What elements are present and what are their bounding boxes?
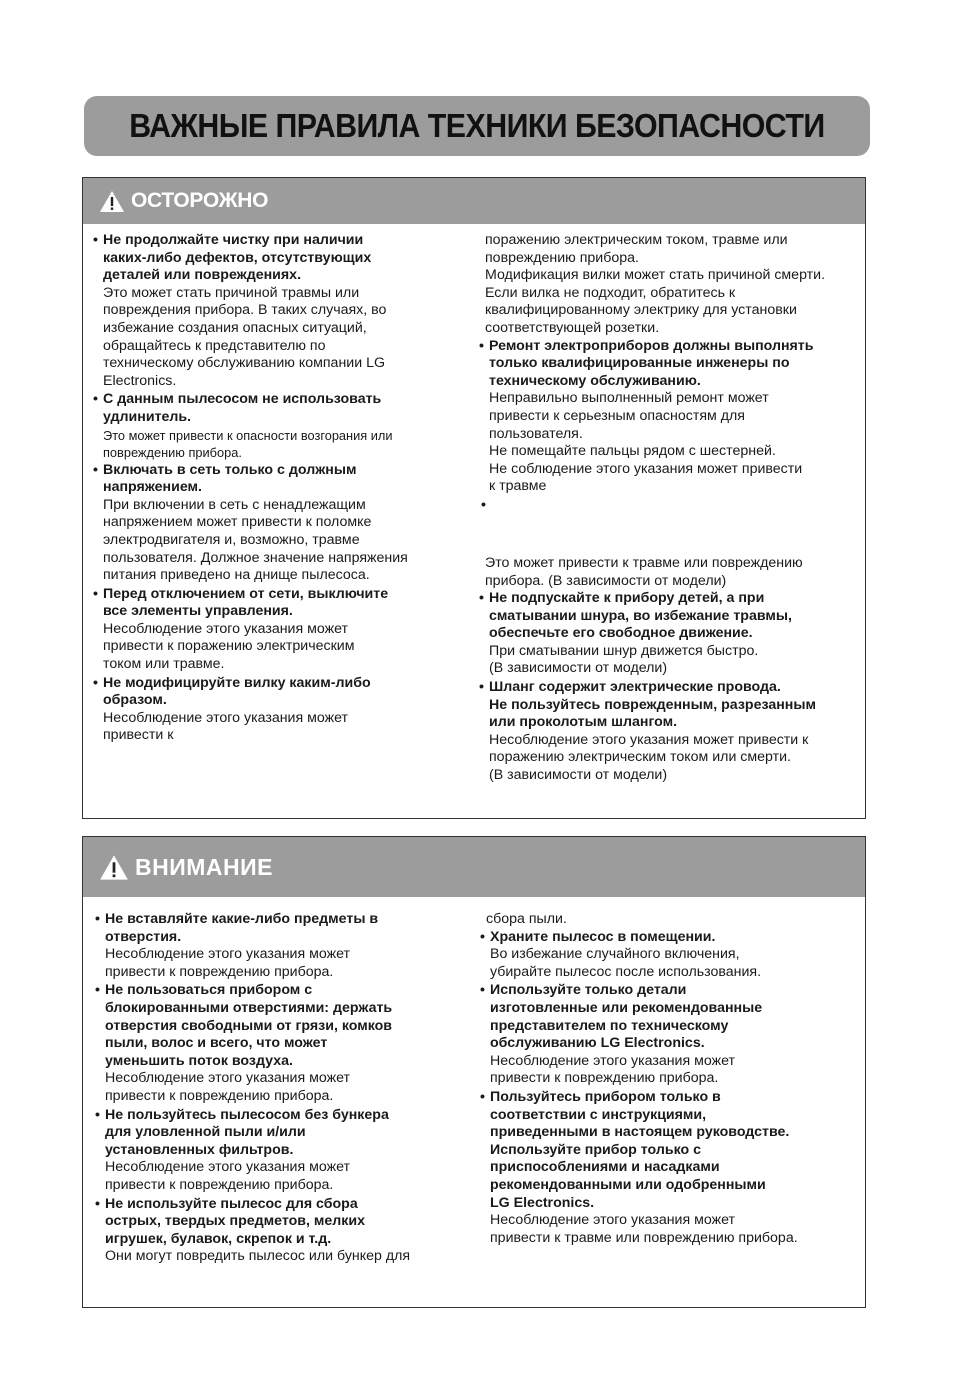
item-body: Это может привести к опасности возгорания или повреждению прибора. xyxy=(103,427,393,460)
item-title: Пользуйтесь прибором только в соответствии с инструкциями, приведенными в настоящем руководстве. Используйте прибор только с приспособлениями и насадками рекомендованными или одобренными LG Electronics. xyxy=(490,1088,790,1211)
item-title: Не пользуйтесь пылесосом без бункера для уловленной пыли и/или установленных фильтров. xyxy=(105,1106,389,1158)
list-item: • Пользуйтесь прибором только в соответствии с инструкциями, приведенными в настоящем руководстве. Используйте прибор только с приспособлениями и насадками рекомендованными или одобренными LG Electronics. Несоблюдение этого указания может привести к травме или повреждению прибора. xyxy=(480,1089,853,1247)
list-item: • Шланг содержит электрические провода. Не пользуйтесь поврежденным, разрезанным или проколотым шлангом. Несоблюдение этого указания может привести к поражению электрическим током или смерти. (В зависимости от модели) xyxy=(479,679,853,785)
item-title: Включать в сеть только с должным напряжением. xyxy=(103,461,357,496)
list-item: • Ремонт электроприборов должны выполнять только квалифицированные инженеры по техническому обслуживанию. Неправильно выполненный ремонт может привести к серьезным опасностям для пользователя. Не помещайте пальцы рядом с шестерней. Не соблюдение этого указания может привести к травме xyxy=(479,338,853,496)
caution-label: ОСТОРОЖНО xyxy=(131,189,269,212)
item-body: Несоблюдение этого указания может привести к травме или повреждению прибора. xyxy=(490,1212,798,1246)
item-body: Они могут повредить пылесос или бункер для xyxy=(105,1248,411,1265)
item-title: Не вставляйте какие-либо предметы в отверстия. xyxy=(105,911,379,945)
list-item: • Используйте только детали изготовленные или рекомендованные представителем по техническому обслуживанию LG Electronics. Несоблюдение этого указания может привести к повреждению прибора. xyxy=(480,982,853,1088)
item-body: Несоблюдение этого указания может привести к повреждению прибора. xyxy=(105,946,351,980)
caution-box xyxy=(82,177,866,819)
item-title: Не модифицируйте вилку каким-либо образом. xyxy=(103,674,371,709)
attention-right-column xyxy=(468,911,853,1267)
list-item: • Не продолжайте чистку при наличии каких-либо дефектов, отсутствующих деталей или повреждениях. Это может стать причиной травмы или повреждения прибора. В таких случаях, во избежание создания опасных ситуаций, обращайтесь к представителю по техническому обслуживанию компании LG Electronics. xyxy=(93,232,467,390)
item-title: Шланг содержит электрические провода. Не пользуйтесь поврежденным, разрезанным или проколотым шлангом. xyxy=(489,679,816,731)
list-item: • Включать в сеть только с должным напряжением. При включении в сеть с ненадлежащим напряжением может привести к поломке электродвигателя и, возможно, травме пользователя. Должное значение напряжения питания приведено на днище пылесоса. xyxy=(93,462,467,585)
list-item: • Не пользоваться прибором с блокированными отверстиями: держать отверстия свободными от грязи, комков пыли, волос и всего, что может уменьшить поток воздуха. Несоблюдение этого указания может привести к повреждению прибора. xyxy=(95,982,468,1105)
empty-bullet: • xyxy=(481,496,486,513)
item-body: Несоблюдение этого указания может привести к повреждению прибора. xyxy=(490,1052,736,1087)
item-body: Это может стать причиной травмы или повреждения прибора. В таких случаях, во избежание создания опасных ситуаций, обращайтесь к представителю по техническому обслуживанию компании LG Electronics. xyxy=(103,284,387,389)
continued-text: поражению электрическим током, травме или повреждению прибора. Модификация вилки может стать причиной смерти. Если вилка не подходит, обратитесь к квалифицированному электрику для установки соответствующей розетки. xyxy=(485,232,826,336)
list-item: • Не пользуйтесь пылесосом без бункера для уловленной пыли и/или установленных фильтров. Несоблюдение этого указания может привести к повреждению прибора. xyxy=(95,1107,468,1195)
caution-header xyxy=(83,178,865,224)
item-title: Не используйте пылесос для сбора острых, твердых предметов, мелких игрушек, булавок, скрепок и т.д. xyxy=(105,1195,365,1247)
list-item: • Не модифицируйте вилку каким-либо образом. Несоблюдение этого указания может привести к xyxy=(93,675,467,745)
list-item: • Перед отключением от сети, выключите все элементы управления. Несоблюдение этого указания может привести к поражению электрическим током или травме. xyxy=(93,586,467,674)
list-item: • С данным пылесосом не использовать удлинитель. Это может привести к опасности возгорания или повреждению прибора. xyxy=(93,391,467,460)
item-title: Не продолжайте чистку при наличии каких-либо дефектов, отсутствующих деталей или повреждениях. xyxy=(103,232,372,284)
caution-left-column xyxy=(93,232,467,786)
continued-text: Это может привести к травме или повреждению прибора. (В зависимости от модели) xyxy=(485,554,803,589)
page-title: ВАЖНЫЕ ПРАВИЛА ТЕХНИКИ БЕЗОПАСНОСТИ xyxy=(129,107,825,144)
attention-label: ВНИМАНИЕ xyxy=(135,853,274,880)
item-title: Храните пылесос в помещении. xyxy=(490,928,716,945)
item-title: С данным пылесосом не использовать удлинитель. xyxy=(103,391,382,425)
item-body: Несоблюдение этого указания может привести к повреждению прибора. xyxy=(105,1159,351,1193)
item-title: Перед отключением от сети, выключите все элементы управления. xyxy=(103,585,389,620)
item-body: Во избежание случайного включения, убирайте пылесос после использования. xyxy=(490,946,762,980)
list-item: • Не используйте пылесос для сбора острых, твердых предметов, мелких игрушек, булавок, скрепок и т.д. Они могут повредить пылесос или бункер для xyxy=(95,1196,468,1266)
item-body: Несоблюдение этого указания может привести к поражению электрическим током или травме. xyxy=(103,620,355,673)
item-title: Используйте только детали изготовленные или рекомендованные представителем по техническому обслуживанию LG Electronics. xyxy=(490,982,763,1052)
item-body: Неправильно выполненный ремонт может привести к серьезным опасностям для пользователя. Не помещайте пальцы рядом с шестерней. Не соблюдение этого указания может привести к травме xyxy=(489,390,803,495)
item-title: Не пользоваться прибором с блокированными отверстиями: держать отверстия свободными от грязи, комков пыли, волос и всего, что может уменьшить поток воздуха. xyxy=(105,982,393,1069)
item-body: Несоблюдение этого указания может привести к поражению электрическим током или смерти. (В зависимости от модели) xyxy=(489,731,809,784)
list-item: • Не подпускайте к прибору детей, а при сматывании шнура, во избежание травмы, обеспечьте его свободное движение. При сматывании шнур движется быстро. (В зависимости от модели) xyxy=(479,590,853,678)
attention-header xyxy=(83,837,865,897)
attention-box xyxy=(82,836,866,1308)
item-body: Несоблюдение этого указания может привести к xyxy=(103,709,349,744)
item-body: Несоблюдение этого указания может привести к повреждению прибора. xyxy=(105,1070,351,1104)
attention-left-column xyxy=(93,911,468,1267)
list-item: • Не вставляйте какие-либо предметы в отверстия. Несоблюдение этого указания может привести к повреждению прибора. xyxy=(95,911,468,981)
continued-text: сбора пыли. xyxy=(486,911,567,927)
caution-right-column xyxy=(467,232,853,786)
item-title: Ремонт электроприборов должны выполнять только квалифицированные инженеры по техническому обслуживанию. xyxy=(489,337,814,389)
item-body: При включении в сеть с ненадлежащим напряжением может привести к поломке электродвигателя и, возможно, травме пользователя. Должное значение напряжения питания приведено на днище пылесоса. xyxy=(103,496,408,584)
item-title: Не подпускайте к прибору детей, а при сматывании шнура, во избежание травмы, обеспечьте его свободное движение. xyxy=(489,590,792,642)
warning-triangle-icon xyxy=(99,854,129,881)
page-title-bar xyxy=(84,96,870,156)
list-item: • Храните пылесос в помещении. Во избежание случайного включения, убирайте пылесос после использования. xyxy=(480,929,853,982)
item-body: При сматывании шнур движется быстро. (В зависимости от модели) xyxy=(489,642,759,677)
warning-triangle-icon xyxy=(99,190,125,213)
